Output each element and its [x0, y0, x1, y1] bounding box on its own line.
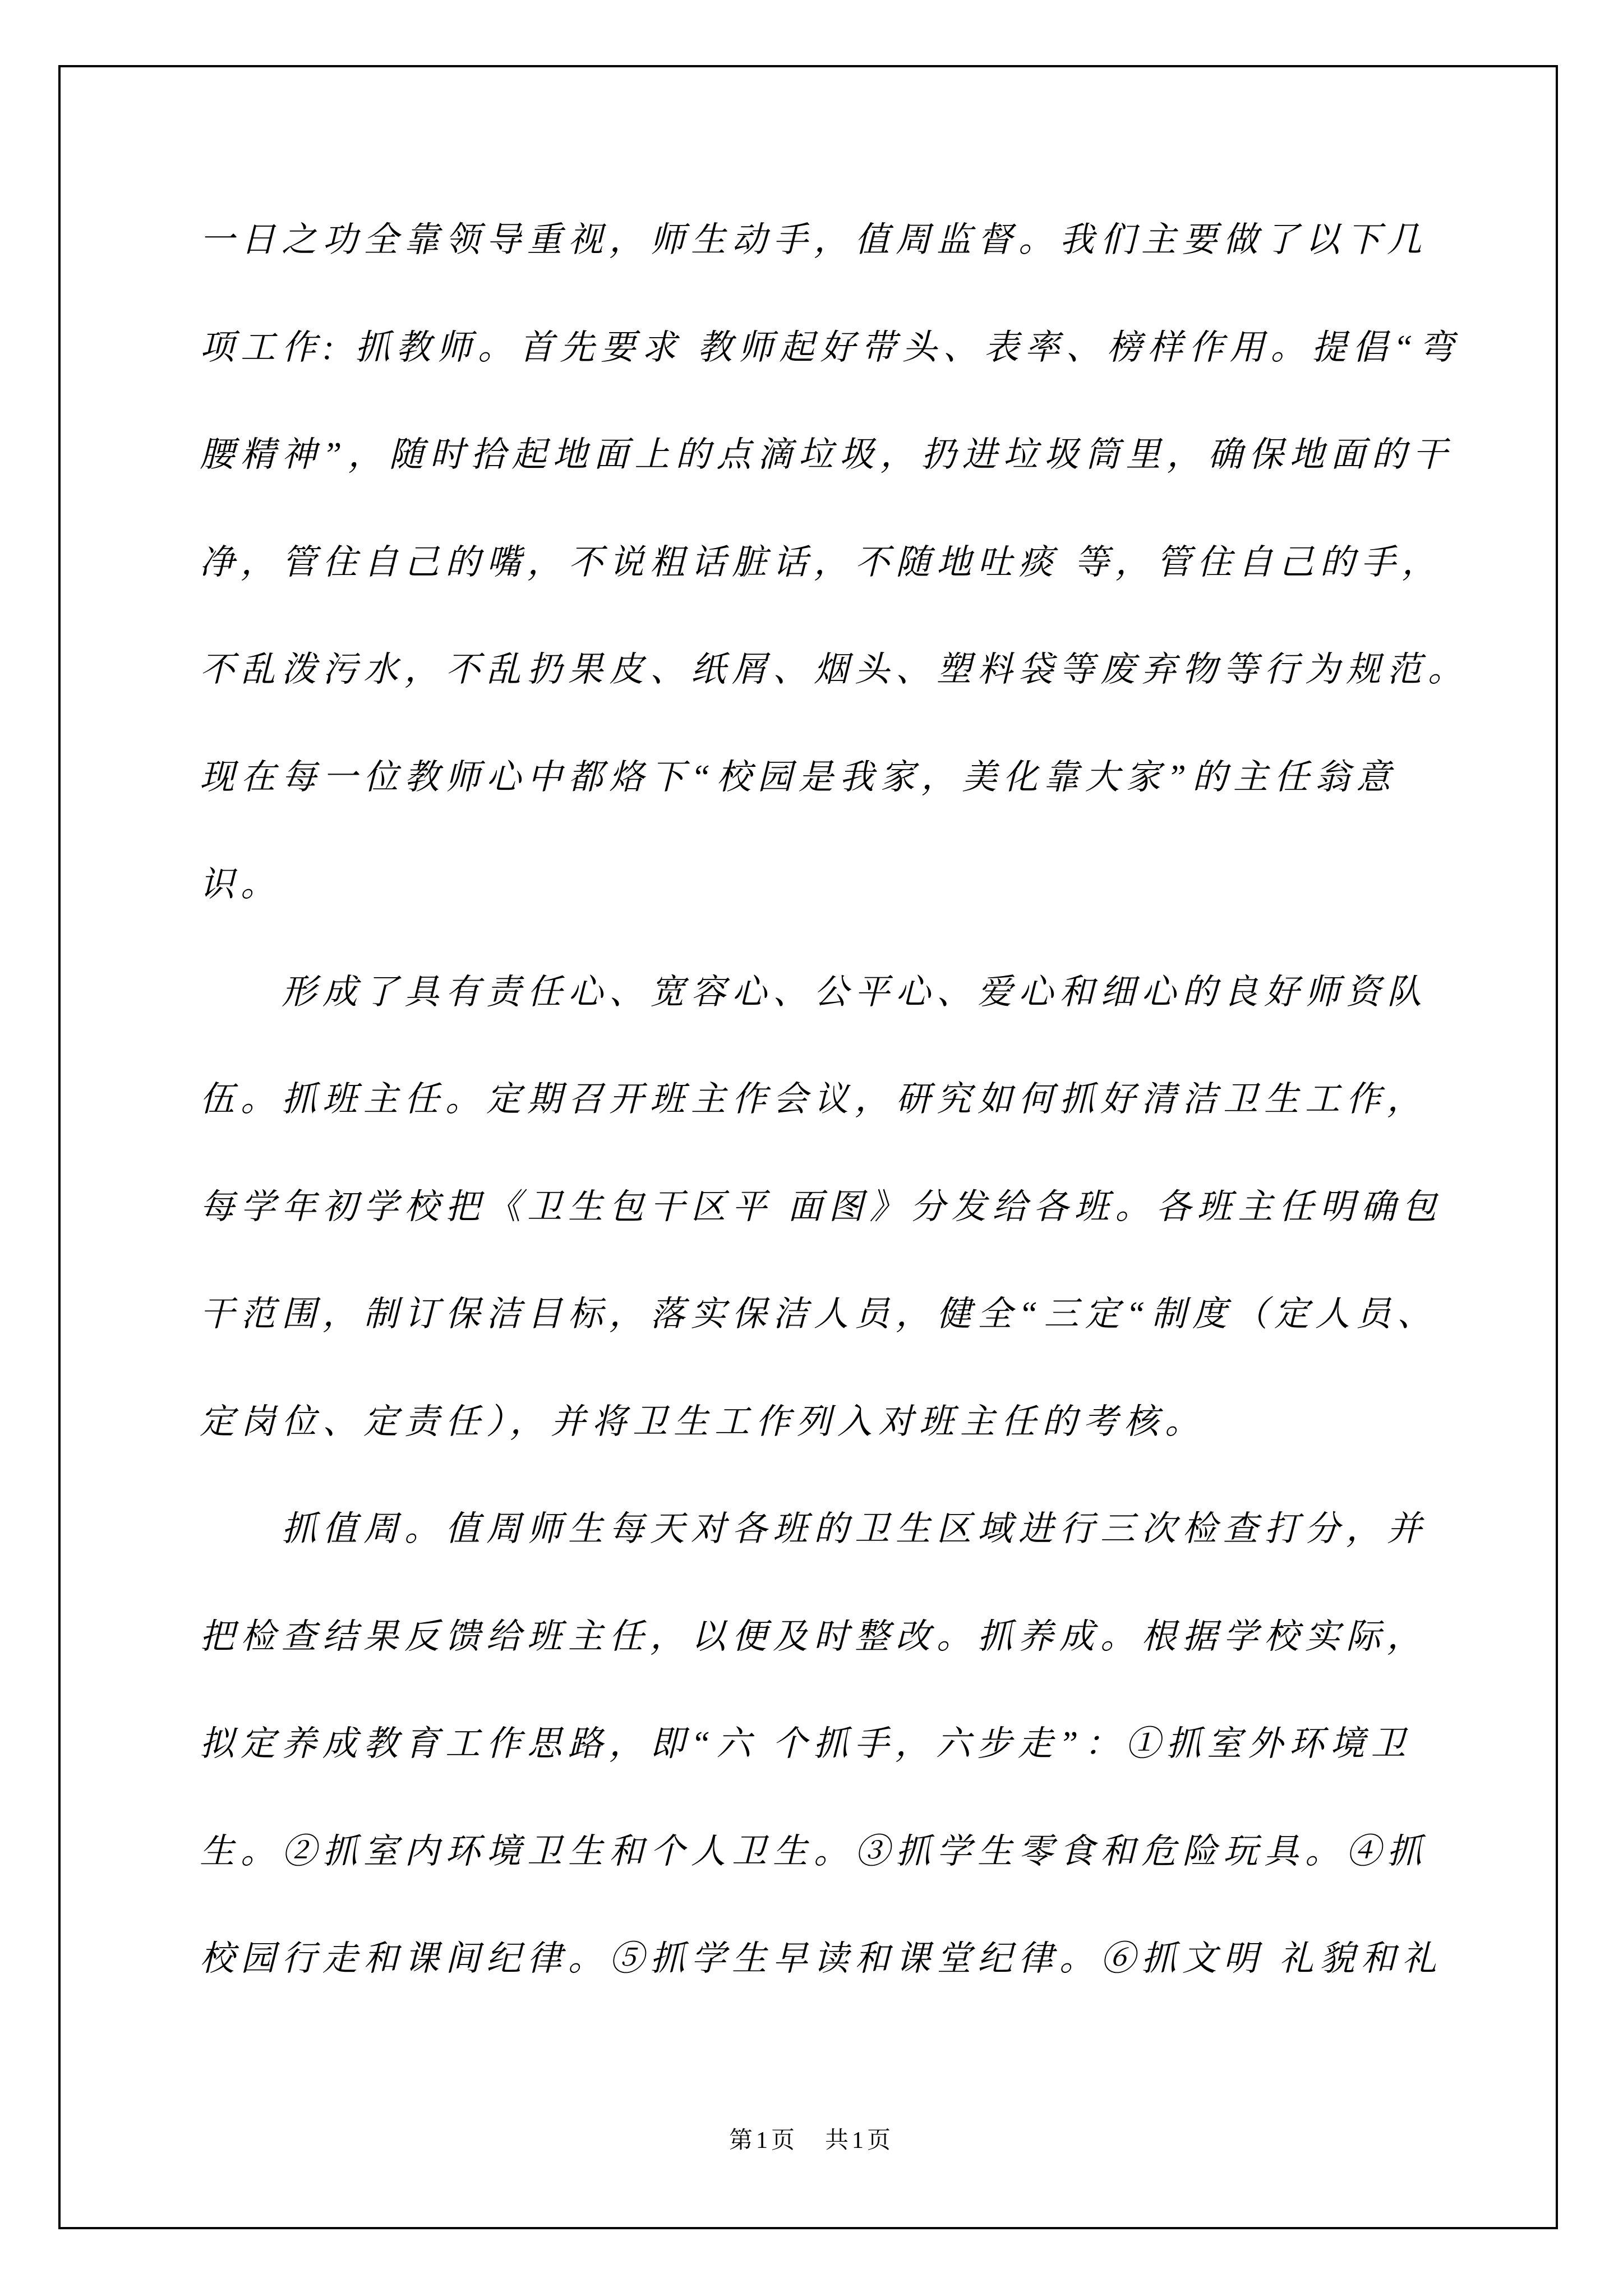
- text-line: 项工作: 抓教师。首先要求 教师起好带头、表率、榜样作用。提倡“弯: [200, 328, 1460, 367]
- text-line: 净，管住自己的嘴，不说粗话脏话，不随地吐痰 等，管住自己的手，: [200, 543, 1443, 582]
- text-line: 拟定养成教育工作思路，即“六 个抓手，六步走”：①抓室外环境卫: [200, 1725, 1412, 1763]
- text-line: 每学年初学校把《卫生包干区平 面图》分发给各班。各班主任明确包: [200, 1188, 1443, 1226]
- text-line: 识。: [200, 866, 282, 904]
- text-line: 腰精神”，随时拾起地面上的点滴垃圾，扔进垃圾筒里，确保地面的干: [200, 436, 1454, 474]
- text-body: [200, 187, 1469, 2013]
- text-line: 生。②抓室内环境卫生和个人卫生。③抓学生零食和危险玩具。④抓: [200, 1832, 1428, 1871]
- text-line: 把检查结果反馈给班主任，以便及时整改。抓养成。根据学校实际，: [200, 1617, 1428, 1656]
- text-line: 干范围，制订保洁目标，落实保洁人员，健全“三定“制度（定人员、: [200, 1295, 1438, 1333]
- text-line: 一日之功全靠领导重视，师生动手，值周监督。我们主要做了以下几: [200, 221, 1428, 259]
- text-line: 抓值周。值周师生每天对各班的卫生区域进行三次检查打分，并: [282, 1510, 1428, 1548]
- page-footer: 第1页 共1页: [728, 2128, 894, 2154]
- text-line: 不乱泼污水，不乱扔果皮、纸屑、烟头、塑料袋等废弃物等行为规范。: [200, 651, 1469, 689]
- text-line: 伍。抓班主任。定期召开班主作会议，研究如何抓好清洁卫生工作，: [200, 1080, 1428, 1119]
- text-line: 现在每一位教师心中都烙下“校园是我家，美化靠大家”的主任翁意: [200, 758, 1397, 797]
- text-line: 定岗位、定责任），并将卫生工作列入对班主任的考核。: [200, 1402, 1206, 1441]
- text-line: 校园行走和课间纪律。⑤抓学生早读和课堂纪律。⑥抓文明 礼貌和礼: [200, 1940, 1443, 1978]
- text-line: 形成了具有责任心、宽容心、公平心、爱心和细心的良好师资队: [282, 973, 1428, 1011]
